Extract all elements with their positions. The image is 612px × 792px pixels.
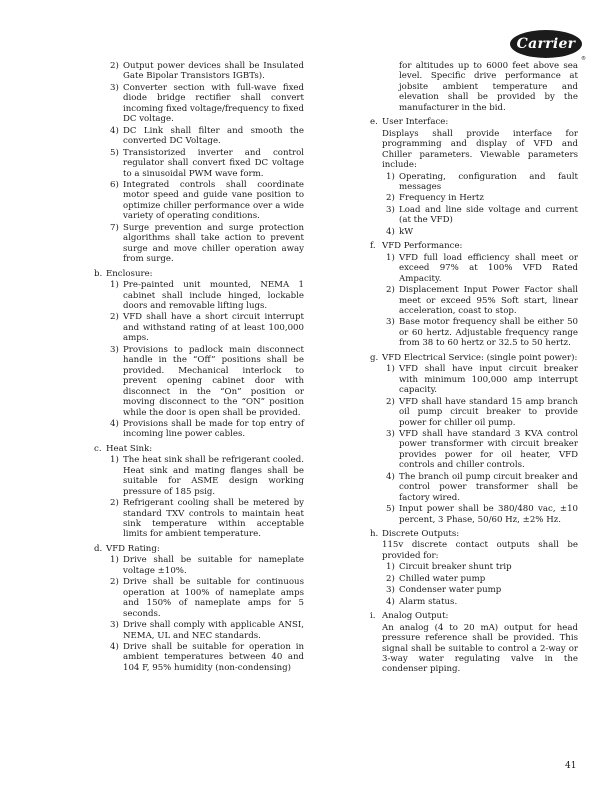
- section-letter: f.: [370, 241, 376, 252]
- section-title: VFD Performance:: [382, 241, 463, 252]
- list-item: 3) Converter section with full-wave fixed diode bridge rectifier shall convert incoming fixed voltage/frequency to fixed DC voltage.: [110, 82, 304, 125]
- list-item: 5) Transistorized inverter and control regulator shall convert fixed DC voltage to a sinusoidal PWM wave form.: [110, 147, 304, 179]
- section-paragraph: 115v discrete contact outputs shall be provided for:: [382, 540, 578, 561]
- section-title: VFD Electrical Service: (single point power):: [382, 352, 578, 363]
- carrier-logo: [510, 30, 586, 62]
- list-item: 1) Pre-painted unit mounted, NEMA 1 cabinet shall include hinged, lockable doors and removable lifting lugs.: [110, 280, 304, 311]
- section-analog-output: [370, 611, 578, 675]
- right-column: [370, 60, 578, 675]
- list-item: 5) Input power shall be 380/480 vac, ±10 percent, 3 Phase, 50/60 Hz, ±2% Hz.: [386, 504, 578, 525]
- list-item: 7) Surge prevention and surge protection algorithms shall take action to prevent surge and move chiller operation away from surge.: [110, 222, 304, 265]
- section-title: Discrete Outputs:: [382, 529, 460, 540]
- continuation-text: [370, 61, 578, 113]
- section-paragraph: An analog (4 to 20 mA) output for head pressure reference shall be provided. This signal shall be suitable to control a 2-way or 3-way water regulating valve in the condenser piping.: [382, 622, 578, 675]
- list-item: 4) Provisions shall be made for top entry of incoming line power cables.: [110, 418, 304, 440]
- section-discrete-outputs: [370, 529, 578, 607]
- section-letter: g.: [370, 352, 379, 363]
- list-item: 4) Drive shall be suitable for operation in ambient temperatures between 40 and 104 F, 95% humidity (non-condensing): [110, 642, 304, 673]
- list-item: 2) VFD shall have standard 15 amp branch oil pump circuit breaker to provide power for chiller oil pump.: [386, 396, 578, 428]
- list-item: 6) Integrated controls shall coordinate motor speed and guide vane position to optimize chiller performance over a wide variety of operating conditions.: [110, 179, 304, 222]
- list-item: 2) Drive shall be suitable for continuous operation at 100% of nameplate amps and 150% of nameplate amps for 5 seconds.: [110, 577, 304, 619]
- list-item: 2) Refrigerant cooling shall be metered by standard TXV controls to maintain heat sink temperature within acceptable limits for ambient temperature.: [110, 498, 304, 540]
- list-item: 3) Base motor frequency shall be either 50 or 60 hertz. Adjustable frequency range from 38 to 60 hertz or 32.5 to 50 hertz.: [386, 317, 578, 349]
- list-item: 4) kW: [386, 226, 414, 237]
- list-item: 3) Condenser water pump: [386, 585, 502, 596]
- list-item-continuation: for altitudes up to 6000 feet above sea level. Specific drive performance at jobsite ambient temperature and elevation shall be provided by the manufacturer in the bid.: [399, 61, 578, 113]
- section-enclosure: [94, 269, 304, 440]
- page-number: 41: [565, 761, 577, 771]
- section-title: Enclosure:: [106, 268, 153, 279]
- list-item: 2) VFD shall have a short circuit interrupt and withstand rating of at least 100,000 amps.: [110, 312, 304, 344]
- list-item: 1) VFD shall have input circuit breaker with minimum 100,000 amp interrupt capacity.: [386, 364, 578, 396]
- carrier-logo-text: Carrier: [510, 30, 582, 58]
- list-item: 1) VFD full load efficiency shall meet or exceed 97% at 100% VFD Rated Ampacity.: [386, 252, 578, 284]
- list-item: 4) The branch oil pump circuit breaker and control power transformer shall be factory wired.: [386, 471, 578, 503]
- section-letter: d.: [94, 543, 103, 554]
- section-title: Analog Output:: [382, 611, 449, 622]
- list-item: 1) Drive shall be suitable for nameplate voltage ±10%.: [110, 555, 304, 576]
- list-item: 3) Provisions to padlock main disconnect handle in the “Off” positions shall be provided. Mechanical interlock to prevent opening cabinet door with disconnect in the “On” position or moving disconnect to the “ON” position while the door is open shall be provided.: [110, 344, 304, 418]
- left-column: [94, 60, 304, 673]
- section-vfd-rating: [94, 544, 304, 673]
- section-vfd-electrical-service: [370, 353, 578, 525]
- section-title: User Interface:: [382, 117, 449, 128]
- list-item: 2) Output power devices shall be Insulated Gate Bipolar Transistors IGBTs).: [110, 61, 304, 82]
- list-item: 1) The heat sink shall be refrigerant cooled. Heat sink and mating flanges shall be suitable for ASME design working pressure of 185 psig.: [110, 455, 304, 497]
- list-item: 4) DC Link shall filter and smooth the converted DC Voltage.: [110, 125, 304, 147]
- list-item: 3) Load and line side voltage and current (at the VFD): [386, 204, 578, 226]
- list-item: 2) Displacement Input Power Factor shall meet or exceed 95% Soft start, linear acceleration, coast to stop.: [386, 285, 578, 316]
- section-letter: c.: [94, 443, 102, 454]
- list-item: 2) Chilled water pump: [386, 573, 486, 584]
- section-vfd-performance: [370, 241, 578, 349]
- list-item: 4) Alarm status.: [386, 596, 458, 607]
- registered-mark: ®: [581, 55, 586, 62]
- list-item: 1) Operating, configuration and fault messages: [386, 171, 578, 192]
- section-letter: h.: [370, 529, 379, 540]
- section-paragraph: Displays shall provide interface for programming and display of VFD and Chiller parameters. Viewable parameters include:: [382, 128, 578, 171]
- section-heat-sink: [94, 444, 304, 540]
- section-letter: b.: [94, 268, 103, 279]
- list-item: 3) Drive shall comply with applicable ANSI, NEMA, UL and NEC standards.: [110, 620, 304, 641]
- section-letter: i.: [370, 611, 376, 622]
- section-title: Heat Sink:: [106, 443, 153, 454]
- list-item: 1) Circuit breaker shunt trip: [386, 562, 512, 573]
- list-item: 3) VFD shall have standard 3 KVA control power transformer with circuit breaker provides power for oil heater, VFD controls and chiller controls.: [386, 428, 578, 471]
- list-item: 2) Frequency in Hertz: [386, 193, 484, 204]
- intro-items: [94, 61, 304, 265]
- section-title: VFD Rating:: [106, 543, 160, 554]
- section-letter: e.: [370, 117, 378, 128]
- section-user-interface: [370, 117, 578, 237]
